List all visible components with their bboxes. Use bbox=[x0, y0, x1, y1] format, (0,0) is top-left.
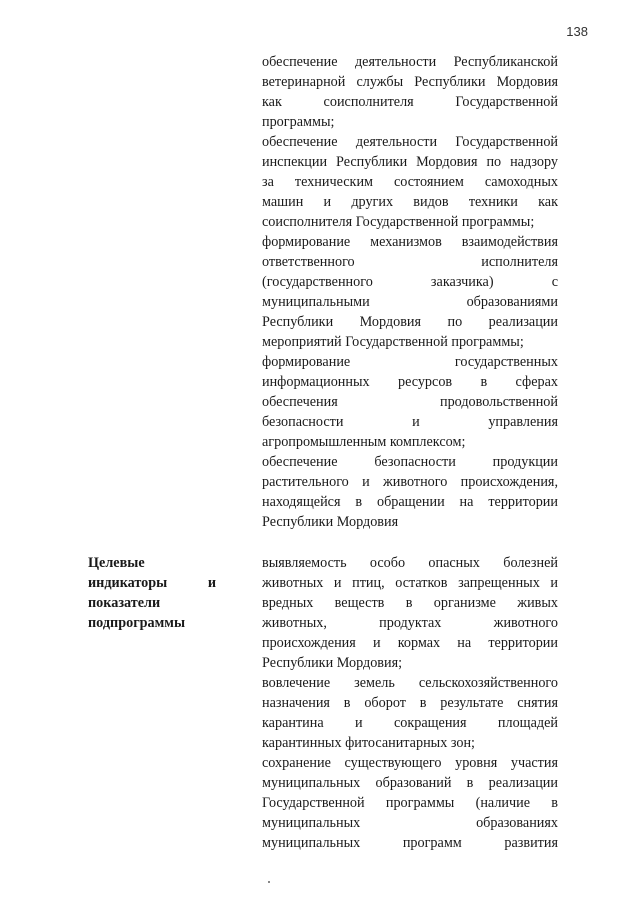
text-line: карантинных фитосанитарных зон; bbox=[262, 735, 475, 751]
text-line: ответственного исполнителя bbox=[262, 254, 558, 270]
text-line: карантина и сокращения площадей bbox=[262, 715, 558, 731]
text-line: информационных ресурсов в сферах bbox=[262, 374, 558, 390]
text-line: животных, продуктах животного bbox=[262, 615, 558, 631]
section-label-line: индикаторы и bbox=[88, 575, 216, 591]
section-label-line: подпрограммы bbox=[88, 615, 186, 631]
text-line: муниципальных образований в реализации bbox=[262, 775, 558, 791]
scan-speck bbox=[268, 881, 270, 883]
text-line: муниципальных образованиях bbox=[262, 815, 558, 831]
text-line: сохранение существующего уровня участия bbox=[262, 755, 558, 771]
text-line: Республики Мордовия по реализации bbox=[262, 314, 558, 330]
text-line: Республики Мордовия bbox=[262, 514, 399, 530]
text-line: мероприятий Государственной программы; bbox=[262, 334, 524, 350]
text-line: обеспечения продовольственной bbox=[262, 394, 558, 410]
text-line: Республики Мордовия; bbox=[262, 655, 403, 671]
text-line: животных и птиц, остатков запрещенных и bbox=[262, 575, 558, 591]
text-line: выявляемость особо опасных болезней bbox=[262, 555, 558, 571]
section-label-line: показатели bbox=[88, 595, 161, 611]
text-line: растительного и животного происхождения, bbox=[262, 474, 558, 490]
goals-text-block bbox=[262, 52, 558, 532]
page-number: 138 bbox=[566, 24, 588, 39]
text-line: назначения в оборот в результате снятия bbox=[262, 695, 558, 711]
text-line: инспекции Республики Мордовия по надзору bbox=[262, 154, 558, 170]
text-line: Государственной программы (наличие в bbox=[262, 795, 558, 811]
text-line: муниципальных программ развития bbox=[262, 835, 558, 851]
text-line: за техническим состоянием самоходных bbox=[262, 174, 558, 190]
text-line: программы; bbox=[262, 114, 335, 130]
text-line: формирование механизмов взаимодействия bbox=[262, 234, 558, 250]
text-line: ветеринарной службы Республики Мордовия bbox=[262, 74, 558, 90]
text-line: (государственного заказчика) с bbox=[262, 274, 558, 290]
text-line: машин и других видов техники как bbox=[262, 194, 558, 210]
text-line: вредных веществ в организме живых bbox=[262, 595, 558, 611]
text-line: агропромышленным комплексом; bbox=[262, 434, 466, 450]
text-line: обеспечение деятельности Республиканской bbox=[262, 54, 558, 70]
text-line: обеспечение безопасности продукции bbox=[262, 454, 558, 470]
section-label bbox=[88, 553, 216, 633]
text-line: соисполнителя Государственной программы; bbox=[262, 214, 535, 230]
text-line: безопасности и управления bbox=[262, 414, 558, 430]
text-line: находящейся в обращении на территории bbox=[262, 494, 558, 510]
text-line: муниципальными образованиями bbox=[262, 294, 558, 310]
text-line: вовлечение земель сельскохозяйственного bbox=[262, 675, 558, 691]
section-label-line: Целевые bbox=[88, 555, 145, 571]
text-line: обеспечение деятельности Государственной bbox=[262, 134, 558, 150]
text-line: как соисполнителя Государственной bbox=[262, 94, 558, 110]
text-line: формирование государственных bbox=[262, 354, 558, 370]
indicators-text-block bbox=[262, 553, 558, 853]
text-line: происхождения и кормах на территории bbox=[262, 635, 558, 651]
